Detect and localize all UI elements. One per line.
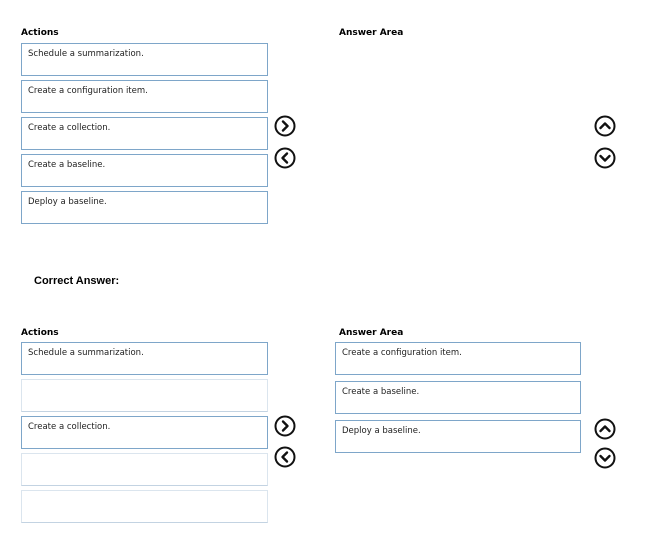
question-panel (14, 22, 630, 232)
answer-area-title: Answer Area (339, 28, 404, 38)
actions-title: Actions (21, 328, 59, 338)
action-item-create-configuration-item[interactable]: Create a configuration item. (21, 80, 268, 113)
chevron-up-circle-icon (594, 115, 616, 137)
chevron-right-circle-icon (274, 415, 296, 437)
action-item-schedule-summarization[interactable]: Schedule a summarization. (21, 43, 268, 76)
answer-item-create-configuration-item[interactable]: Create a configuration item. (335, 342, 581, 375)
move-up-button[interactable] (594, 418, 616, 440)
action-item-create-collection[interactable]: Create a collection. (21, 416, 268, 449)
action-slot-empty (21, 379, 268, 412)
chevron-up-circle-icon (594, 418, 616, 440)
action-slot-empty (21, 453, 268, 486)
move-down-button[interactable] (594, 147, 616, 169)
chevron-down-circle-icon (594, 447, 616, 469)
chevron-left-circle-icon (274, 446, 296, 468)
move-left-button[interactable] (274, 147, 296, 169)
move-up-button[interactable] (594, 115, 616, 137)
move-down-button[interactable] (594, 447, 616, 469)
answer-item-create-baseline[interactable]: Create a baseline. (335, 381, 581, 414)
move-left-button[interactable] (274, 446, 296, 468)
action-item-create-baseline[interactable]: Create a baseline. (21, 154, 268, 187)
action-item-deploy-baseline[interactable]: Deploy a baseline. (21, 191, 268, 224)
action-slot-empty (21, 490, 268, 523)
answer-area-title: Answer Area (339, 328, 404, 338)
correct-answer-panel (14, 322, 630, 528)
actions-title: Actions (21, 28, 59, 38)
chevron-down-circle-icon (594, 147, 616, 169)
action-item-create-collection[interactable]: Create a collection. (21, 117, 268, 150)
move-right-button[interactable] (274, 415, 296, 437)
chevron-right-circle-icon (274, 115, 296, 137)
move-right-button[interactable] (274, 115, 296, 137)
action-item-schedule-summarization[interactable]: Schedule a summarization. (21, 342, 268, 375)
chevron-left-circle-icon (274, 147, 296, 169)
answer-item-deploy-baseline[interactable]: Deploy a baseline. (335, 420, 581, 453)
correct-answer-heading: Correct Answer: (34, 275, 120, 287)
